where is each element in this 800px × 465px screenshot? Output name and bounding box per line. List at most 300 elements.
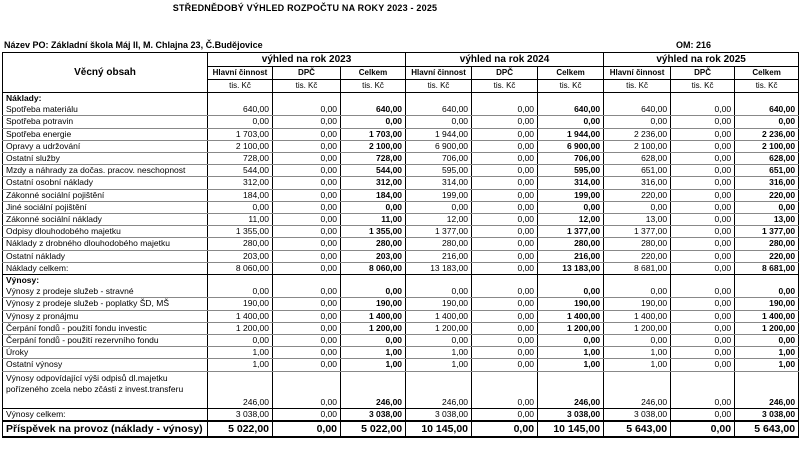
cell-value: 280,00 <box>208 238 273 250</box>
cell-value: 10 145,00 <box>538 421 604 437</box>
cell-value: 640,00 <box>406 104 472 116</box>
cell-value: 0,00 <box>472 177 538 189</box>
cell-value: 2 236,00 <box>604 128 671 140</box>
row-label: Jiné sociální pojištění <box>3 201 208 213</box>
cell-value: 0,00 <box>273 347 341 359</box>
cell-value: 1 377,00 <box>604 226 671 238</box>
cell-value: 0,00 <box>604 286 671 298</box>
cell-value: 1 200,00 <box>341 322 406 334</box>
cell-value: 6 900,00 <box>406 140 472 152</box>
cell-value: 203,00 <box>341 250 406 262</box>
cell-value: 0,00 <box>538 335 604 347</box>
cell-value: 220,00 <box>604 189 671 201</box>
cell-value: 0,00 <box>671 421 735 437</box>
row-label: Výnosy celkem: <box>3 408 208 421</box>
table-row <box>3 322 799 334</box>
cell-value: 2 236,00 <box>735 128 799 140</box>
cell-value: 220,00 <box>604 250 671 262</box>
header-celkem: Celkem <box>538 67 604 80</box>
header-year-2024: výhled na rok 2024 <box>406 53 604 67</box>
table-row <box>3 347 799 359</box>
cell-value: 3 038,00 <box>735 408 799 421</box>
table-row <box>3 165 799 177</box>
cell-value: 0,00 <box>273 310 341 322</box>
cell-value: 595,00 <box>538 165 604 177</box>
table-row <box>3 371 799 408</box>
cell-value: 0,00 <box>671 262 735 274</box>
cell-value: 0,00 <box>472 201 538 213</box>
cell-value: 728,00 <box>208 153 273 165</box>
row-label: Výnosy z prodeje služeb - stravné <box>3 286 208 298</box>
cell-value: 0,00 <box>671 408 735 421</box>
cell-value: 190,00 <box>406 298 472 310</box>
total-row <box>3 421 799 437</box>
row-label: Spotřeba potravin <box>3 116 208 128</box>
cell-value: 1 944,00 <box>538 128 604 140</box>
cell-value: 0,00 <box>273 250 341 262</box>
table-row <box>3 286 799 298</box>
cell-value: 0,00 <box>671 298 735 310</box>
cell-value: 0,00 <box>273 359 341 371</box>
cell-value: 1 355,00 <box>208 226 273 238</box>
cell-value: 8 060,00 <box>341 262 406 274</box>
cell-value: 1 377,00 <box>538 226 604 238</box>
section-row <box>3 275 799 287</box>
cell-value <box>671 93 735 105</box>
cell-value <box>273 275 341 287</box>
cell-value: 12,00 <box>406 214 472 226</box>
header-unit: tis. Kč <box>341 80 406 93</box>
cell-value: 1 377,00 <box>406 226 472 238</box>
cell-value <box>538 93 604 105</box>
cell-value: 0,00 <box>472 214 538 226</box>
cell-value: 595,00 <box>406 165 472 177</box>
cell-value: 0,00 <box>671 310 735 322</box>
cell-value <box>538 275 604 287</box>
cell-value: 1 200,00 <box>735 322 799 334</box>
table-row <box>3 189 799 201</box>
page-title-text: STŘEDNĚDOBÝ VÝHLED ROZPOČTU NA ROKY 2023 - 2025 <box>172 3 438 13</box>
cell-value: 190,00 <box>604 298 671 310</box>
cell-value: 0,00 <box>671 140 735 152</box>
total-row <box>3 262 799 274</box>
header-hlavni: Hlavní činnost <box>604 67 671 80</box>
cell-value: 0,00 <box>273 262 341 274</box>
cell-value: 0,00 <box>472 238 538 250</box>
cell-value: 2 100,00 <box>735 140 799 152</box>
cell-value: 13,00 <box>604 214 671 226</box>
cell-value: 0,00 <box>472 116 538 128</box>
cell-value: 8 681,00 <box>735 262 799 274</box>
cell-value: 640,00 <box>735 104 799 116</box>
cell-value: 316,00 <box>604 177 671 189</box>
cell-value: 8 681,00 <box>604 262 671 274</box>
cell-value: 1,00 <box>341 359 406 371</box>
cell-value: 1 200,00 <box>406 322 472 334</box>
header-unit: tis. Kč <box>671 80 735 93</box>
cell-value: 1,00 <box>208 359 273 371</box>
cell-value: 0,00 <box>406 286 472 298</box>
cell-value <box>472 275 538 287</box>
cell-value: 0,00 <box>671 104 735 116</box>
org-info <box>4 40 796 52</box>
table-row <box>3 214 799 226</box>
row-label: Výnosy odpovídající výši odpisů dl.majetku pořízeného zcela nebo zčásti z invest.transferu <box>3 371 208 408</box>
cell-value: 0,00 <box>406 201 472 213</box>
cell-value: 640,00 <box>604 104 671 116</box>
cell-value: 1,00 <box>604 359 671 371</box>
cell-value: 0,00 <box>671 286 735 298</box>
cell-value: 0,00 <box>735 201 799 213</box>
cell-value: 0,00 <box>273 335 341 347</box>
cell-value: 0,00 <box>671 322 735 334</box>
cell-value: 1 400,00 <box>538 310 604 322</box>
table-row <box>3 201 799 213</box>
cell-value: 246,00 <box>341 371 406 408</box>
cell-value <box>604 275 671 287</box>
budget-table <box>2 52 799 438</box>
cell-value <box>341 275 406 287</box>
cell-value: 312,00 <box>341 177 406 189</box>
row-label: Příspěvek na provoz (náklady - výnosy) <box>3 421 208 437</box>
header-unit: tis. Kč <box>406 80 472 93</box>
cell-value: 1 400,00 <box>735 310 799 322</box>
cell-value: 0,00 <box>273 165 341 177</box>
table-row <box>3 238 799 250</box>
cell-value: 628,00 <box>604 153 671 165</box>
header-hlavni: Hlavní činnost <box>406 67 472 80</box>
cell-value: 3 038,00 <box>604 408 671 421</box>
cell-value: 3 038,00 <box>208 408 273 421</box>
cell-value: 220,00 <box>735 189 799 201</box>
cell-value: 0,00 <box>273 421 341 437</box>
cell-value: 1 200,00 <box>208 322 273 334</box>
cell-value: 0,00 <box>735 286 799 298</box>
cell-value <box>208 275 273 287</box>
cell-value: 1,00 <box>538 359 604 371</box>
cell-value: 0,00 <box>208 286 273 298</box>
cell-value: 0,00 <box>604 116 671 128</box>
cell-value: 0,00 <box>341 286 406 298</box>
cell-value: 706,00 <box>538 153 604 165</box>
cell-value: 0,00 <box>341 201 406 213</box>
cell-value: 184,00 <box>208 189 273 201</box>
cell-value: 11,00 <box>208 214 273 226</box>
cell-value: 0,00 <box>735 335 799 347</box>
cell-value: 544,00 <box>208 165 273 177</box>
header-unit: tis. Kč <box>273 80 341 93</box>
cell-value <box>735 93 799 105</box>
cell-value: 3 038,00 <box>406 408 472 421</box>
cell-value: 0,00 <box>273 116 341 128</box>
cell-value: 640,00 <box>208 104 273 116</box>
cell-value: 0,00 <box>671 335 735 347</box>
cell-value: 312,00 <box>208 177 273 189</box>
header-vecny-obsah: Věcný obsah <box>3 53 208 93</box>
cell-value: 1 703,00 <box>341 128 406 140</box>
cell-value: 651,00 <box>735 165 799 177</box>
header-unit: tis. Kč <box>604 80 671 93</box>
cell-value: 0,00 <box>538 286 604 298</box>
cell-value: 0,00 <box>472 371 538 408</box>
cell-value <box>208 93 273 105</box>
cell-value: 190,00 <box>341 298 406 310</box>
cell-value: 0,00 <box>671 189 735 201</box>
cell-value: 706,00 <box>406 153 472 165</box>
cell-value: 0,00 <box>671 214 735 226</box>
cell-value: 0,00 <box>671 128 735 140</box>
cell-value: 0,00 <box>671 201 735 213</box>
cell-value: 628,00 <box>735 153 799 165</box>
cell-value: 8 060,00 <box>208 262 273 274</box>
cell-value: 1,00 <box>406 359 472 371</box>
cell-value: 0,00 <box>341 116 406 128</box>
cell-value: 246,00 <box>538 371 604 408</box>
cell-value: 0,00 <box>472 335 538 347</box>
row-label: Ostatní osobní náklady <box>3 177 208 189</box>
total-row <box>3 408 799 421</box>
cell-value: 6 900,00 <box>538 140 604 152</box>
row-label: Náklady: <box>3 93 208 105</box>
cell-value: 1 944,00 <box>406 128 472 140</box>
row-label: Úroky <box>3 347 208 359</box>
table-row <box>3 140 799 152</box>
row-label: Ostatní služby <box>3 153 208 165</box>
header-unit: tis. Kč <box>472 80 538 93</box>
cell-value: 1,00 <box>406 347 472 359</box>
cell-value: 0,00 <box>273 408 341 421</box>
row-label: Ostatní výnosy <box>3 359 208 371</box>
cell-value: 0,00 <box>208 116 273 128</box>
cell-value: 1 400,00 <box>341 310 406 322</box>
cell-value: 5 022,00 <box>208 421 273 437</box>
cell-value: 199,00 <box>538 189 604 201</box>
cell-value: 1,00 <box>341 347 406 359</box>
cell-value: 0,00 <box>671 347 735 359</box>
table-row <box>3 153 799 165</box>
cell-value <box>406 93 472 105</box>
cell-value: 0,00 <box>273 189 341 201</box>
cell-value: 1 355,00 <box>341 226 406 238</box>
cell-value: 0,00 <box>472 408 538 421</box>
cell-value: 0,00 <box>273 322 341 334</box>
cell-value: 314,00 <box>406 177 472 189</box>
cell-value: 0,00 <box>671 238 735 250</box>
cell-value: 10 145,00 <box>406 421 472 437</box>
cell-value: 280,00 <box>341 238 406 250</box>
table-row <box>3 359 799 371</box>
row-label: Spotřeba energie <box>3 128 208 140</box>
cell-value: 2 100,00 <box>604 140 671 152</box>
cell-value: 0,00 <box>406 116 472 128</box>
cell-value: 0,00 <box>273 238 341 250</box>
row-label: Spotřeba materiálu <box>3 104 208 116</box>
table-row <box>3 226 799 238</box>
cell-value: 246,00 <box>604 371 671 408</box>
cell-value: 314,00 <box>538 177 604 189</box>
row-label: Ostatní náklady <box>3 250 208 262</box>
cell-value: 0,00 <box>604 335 671 347</box>
cell-value: 280,00 <box>735 238 799 250</box>
header-dpc: DPČ <box>273 67 341 80</box>
cell-value: 199,00 <box>406 189 472 201</box>
cell-value: 640,00 <box>538 104 604 116</box>
header-year-2025: výhled na rok 2025 <box>604 53 799 67</box>
cell-value: 1,00 <box>538 347 604 359</box>
cell-value: 190,00 <box>735 298 799 310</box>
row-label: Náklady celkem: <box>3 262 208 274</box>
cell-value: 0,00 <box>273 140 341 152</box>
cell-value: 0,00 <box>273 177 341 189</box>
cell-value <box>406 275 472 287</box>
cell-value: 1 703,00 <box>208 128 273 140</box>
row-label: Opravy a udržování <box>3 140 208 152</box>
cell-value: 190,00 <box>538 298 604 310</box>
row-label: Výnosy z prodeje služeb - poplatky ŠD, MŠ <box>3 298 208 310</box>
cell-value: 3 038,00 <box>341 408 406 421</box>
page-title <box>0 3 800 17</box>
table-row <box>3 298 799 310</box>
cell-value: 0,00 <box>472 140 538 152</box>
table-row <box>3 128 799 140</box>
cell-value: 0,00 <box>604 201 671 213</box>
cell-value: 0,00 <box>472 298 538 310</box>
cell-value: 0,00 <box>472 128 538 140</box>
row-label: Náklady z drobného dlouhodobého majetku <box>3 238 208 250</box>
cell-value: 280,00 <box>406 238 472 250</box>
table-row <box>3 250 799 262</box>
cell-value <box>735 275 799 287</box>
cell-value: 0,00 <box>671 250 735 262</box>
cell-value: 0,00 <box>472 104 538 116</box>
cell-value: 640,00 <box>341 104 406 116</box>
cell-value: 651,00 <box>604 165 671 177</box>
cell-value: 203,00 <box>208 250 273 262</box>
cell-value: 0,00 <box>538 116 604 128</box>
cell-value: 13 183,00 <box>538 262 604 274</box>
cell-value: 0,00 <box>671 177 735 189</box>
cell-value: 1 377,00 <box>735 226 799 238</box>
cell-value: 1,00 <box>208 347 273 359</box>
cell-value: 2 100,00 <box>341 140 406 152</box>
cell-value: 0,00 <box>671 371 735 408</box>
cell-value: 0,00 <box>472 322 538 334</box>
cell-value: 12,00 <box>538 214 604 226</box>
cell-value: 0,00 <box>472 226 538 238</box>
cell-value: 1 400,00 <box>208 310 273 322</box>
cell-value <box>472 93 538 105</box>
cell-value: 0,00 <box>273 128 341 140</box>
cell-value: 0,00 <box>472 310 538 322</box>
cell-value: 0,00 <box>273 104 341 116</box>
cell-value: 0,00 <box>472 262 538 274</box>
table-row <box>3 104 799 116</box>
cell-value: 1 400,00 <box>604 310 671 322</box>
cell-value: 5 022,00 <box>341 421 406 437</box>
cell-value: 280,00 <box>538 238 604 250</box>
cell-value <box>671 275 735 287</box>
cell-value: 246,00 <box>208 371 273 408</box>
cell-value: 2 100,00 <box>208 140 273 152</box>
cell-value: 0,00 <box>273 201 341 213</box>
cell-value: 0,00 <box>273 226 341 238</box>
cell-value: 0,00 <box>538 201 604 213</box>
row-label: Čerpání fondů - použití rezervního fondu <box>3 335 208 347</box>
header-celkem: Celkem <box>735 67 799 80</box>
header-hlavni: Hlavní činnost <box>208 67 273 80</box>
cell-value: 0,00 <box>406 335 472 347</box>
cell-value: 0,00 <box>273 214 341 226</box>
table-row <box>3 177 799 189</box>
cell-value: 0,00 <box>671 359 735 371</box>
cell-value: 0,00 <box>273 298 341 310</box>
cell-value: 3 038,00 <box>538 408 604 421</box>
table-row <box>3 335 799 347</box>
row-label: Čerpání fondů - použití fondu investic <box>3 322 208 334</box>
cell-value: 0,00 <box>671 116 735 128</box>
cell-value: 544,00 <box>341 165 406 177</box>
cell-value <box>273 93 341 105</box>
cell-value: 0,00 <box>472 421 538 437</box>
cell-value: 1,00 <box>735 359 799 371</box>
cell-value: 0,00 <box>472 165 538 177</box>
cell-value: 5 643,00 <box>735 421 799 437</box>
cell-value: 1,00 <box>735 347 799 359</box>
cell-value: 280,00 <box>604 238 671 250</box>
cell-value: 0,00 <box>273 286 341 298</box>
cell-value: 13 183,00 <box>406 262 472 274</box>
cell-value: 0,00 <box>472 250 538 262</box>
header-dpc: DPČ <box>472 67 538 80</box>
header-celkem: Celkem <box>341 67 406 80</box>
row-label: Výnosy: <box>3 275 208 287</box>
cell-value: 316,00 <box>735 177 799 189</box>
org-name: Název PO: Základní škola Máj II, M. Chlajna 23, Č.Budějovice <box>4 40 263 50</box>
cell-value: 13,00 <box>735 214 799 226</box>
om-code: OM: 216 <box>676 40 712 50</box>
cell-value: 184,00 <box>341 189 406 201</box>
cell-value: 0,00 <box>671 165 735 177</box>
cell-value: 728,00 <box>341 153 406 165</box>
cell-value: 0,00 <box>671 153 735 165</box>
header-unit: tis. Kč <box>208 80 273 93</box>
cell-value: 216,00 <box>406 250 472 262</box>
row-label: Odpisy dlouhodobého majetku <box>3 226 208 238</box>
cell-value: 216,00 <box>538 250 604 262</box>
cell-value: 0,00 <box>671 226 735 238</box>
cell-value: 0,00 <box>341 335 406 347</box>
cell-value: 0,00 <box>472 286 538 298</box>
header-year-2023: výhled na rok 2023 <box>208 53 406 67</box>
table-row <box>3 116 799 128</box>
cell-value: 1 400,00 <box>406 310 472 322</box>
cell-value: 0,00 <box>472 189 538 201</box>
row-label: Výnosy z pronájmu <box>3 310 208 322</box>
cell-value: 0,00 <box>472 359 538 371</box>
header-unit: tis. Kč <box>735 80 799 93</box>
cell-value: 0,00 <box>208 201 273 213</box>
cell-value: 0,00 <box>735 116 799 128</box>
cell-value: 5 643,00 <box>604 421 671 437</box>
row-label: Zákonné sociální pojištění <box>3 189 208 201</box>
row-label: Mzdy a náhrady za dočas. pracov. neschopnost <box>3 165 208 177</box>
section-row <box>3 93 799 105</box>
cell-value: 220,00 <box>735 250 799 262</box>
header-dpc: DPČ <box>671 67 735 80</box>
cell-value: 0,00 <box>273 153 341 165</box>
cell-value: 0,00 <box>208 335 273 347</box>
cell-value: 1,00 <box>604 347 671 359</box>
